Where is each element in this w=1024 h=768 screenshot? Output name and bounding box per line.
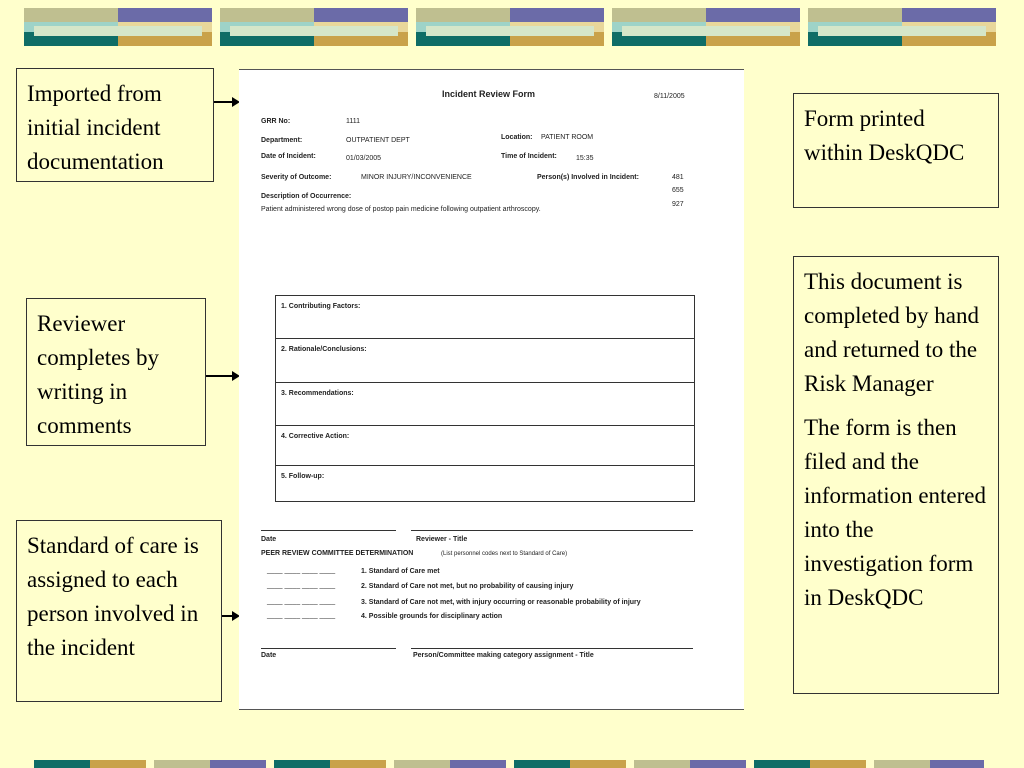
incident-date-label: Date of Incident: bbox=[261, 153, 316, 160]
date-signature-line[interactable] bbox=[261, 530, 396, 531]
description-label: Description of Occurrence: bbox=[261, 193, 352, 200]
location-value: PATIENT ROOM bbox=[541, 134, 594, 141]
reviewer-callout-text: Reviewer completes by writing in comments bbox=[37, 311, 159, 438]
imported-callout-text: Imported from initial incident documentation bbox=[27, 81, 164, 174]
follow-up-section[interactable] bbox=[276, 466, 694, 503]
standard-option-3: 3. Standard of Care not met, with injury occurring or reasonable probability of injury bbox=[361, 599, 641, 606]
date2-signature-line[interactable] bbox=[261, 648, 396, 649]
committee-signature-line[interactable] bbox=[411, 648, 693, 649]
standard-blanks[interactable]: ____ ____ ____ ____ bbox=[267, 598, 336, 605]
person-code: 927 bbox=[672, 201, 684, 208]
grr-value: 1111 bbox=[346, 118, 361, 125]
imported-arrow bbox=[214, 101, 238, 103]
severity-value: MINOR INJURY/INCONVENIENCE bbox=[361, 174, 472, 181]
signature-date-label: Date bbox=[261, 536, 277, 543]
section-label: 3. Recommendations: bbox=[281, 390, 354, 397]
printed-callout-text: Form printed within DeskQDC bbox=[804, 106, 965, 165]
description-value: Patient administered wrong dose of postop pain medicine following outpatient arthroscopy. bbox=[261, 206, 541, 213]
section-label: 2. Rationale/Conclusions: bbox=[281, 346, 367, 353]
completed-callout-text-2: The form is then filed and the information entered into the investigation form in DeskQDC bbox=[804, 415, 987, 610]
standard-blanks[interactable]: ____ ____ ____ ____ bbox=[267, 612, 336, 619]
deco-block bbox=[416, 8, 604, 46]
form-title: Incident Review Form bbox=[442, 89, 536, 99]
deco-block bbox=[612, 8, 800, 46]
person-code: 481 bbox=[672, 174, 684, 181]
section-label: 4. Corrective Action: bbox=[281, 433, 350, 440]
rationale-section[interactable] bbox=[276, 339, 694, 383]
reviewer-signature-line[interactable] bbox=[411, 530, 693, 531]
imported-callout bbox=[16, 68, 214, 182]
recommendations-section[interactable] bbox=[276, 383, 694, 426]
standard-callout bbox=[16, 520, 222, 702]
reviewer-callout bbox=[26, 298, 206, 446]
person-code: 655 bbox=[672, 187, 684, 194]
signature2-date-label: Date bbox=[261, 652, 277, 659]
persons-label: Person(s) Involved in Incident: bbox=[537, 174, 639, 181]
standard-option-1: 1. Standard of Care met bbox=[361, 568, 440, 575]
department-label: Department: bbox=[261, 137, 303, 144]
standard-option-2: 2. Standard of Care not met, but no probability of causing injury bbox=[361, 583, 574, 590]
standard-callout-text: Standard of care is assigned to each person involved in the incident bbox=[27, 533, 199, 660]
deco-block bbox=[220, 8, 408, 46]
time-label: Time of Incident: bbox=[501, 153, 557, 160]
completed-callout bbox=[793, 256, 999, 694]
review-sections bbox=[275, 295, 695, 502]
bottom-decoration bbox=[34, 760, 984, 768]
committee-title-label: Person/Committee making category assignment - Title bbox=[413, 652, 594, 659]
grr-label: GRR No: bbox=[261, 118, 291, 125]
peer-review-title: PEER REVIEW COMMITTEE DETERMINATION bbox=[261, 550, 414, 557]
corrective-action-section[interactable] bbox=[276, 426, 694, 466]
form-date: 8/11/2005 bbox=[654, 93, 685, 100]
deco-block bbox=[808, 8, 996, 46]
peer-review-note: (List personnel codes next to Standard of Care) bbox=[441, 551, 568, 557]
incident-date-value: 01/03/2005 bbox=[346, 155, 382, 162]
deco-block bbox=[24, 8, 212, 46]
time-value: 15:35 bbox=[576, 155, 594, 162]
section-label: 1. Contributing Factors: bbox=[281, 303, 361, 310]
top-decoration bbox=[24, 8, 1004, 46]
printed-callout bbox=[793, 93, 999, 208]
location-label: Location: bbox=[501, 134, 533, 141]
standard-option-4: 4. Possible grounds for disciplinary action bbox=[361, 613, 503, 620]
reviewer-arrow bbox=[206, 375, 238, 377]
section-label: 5. Follow-up: bbox=[281, 473, 325, 480]
incident-review-form bbox=[239, 69, 744, 710]
contributing-factors-section[interactable] bbox=[276, 296, 694, 339]
standard-blanks[interactable]: ____ ____ ____ ____ bbox=[267, 567, 336, 574]
department-value: OUTPATIENT DEPT bbox=[346, 137, 410, 144]
reviewer-title-label: Reviewer - Title bbox=[416, 536, 468, 543]
severity-label: Severity of Outcome: bbox=[261, 174, 332, 181]
standard-blanks[interactable]: ____ ____ ____ ____ bbox=[267, 582, 336, 589]
completed-callout-text-1: This document is completed by hand and returned to the Risk Manager bbox=[804, 269, 980, 396]
standard-arrow bbox=[222, 615, 238, 617]
